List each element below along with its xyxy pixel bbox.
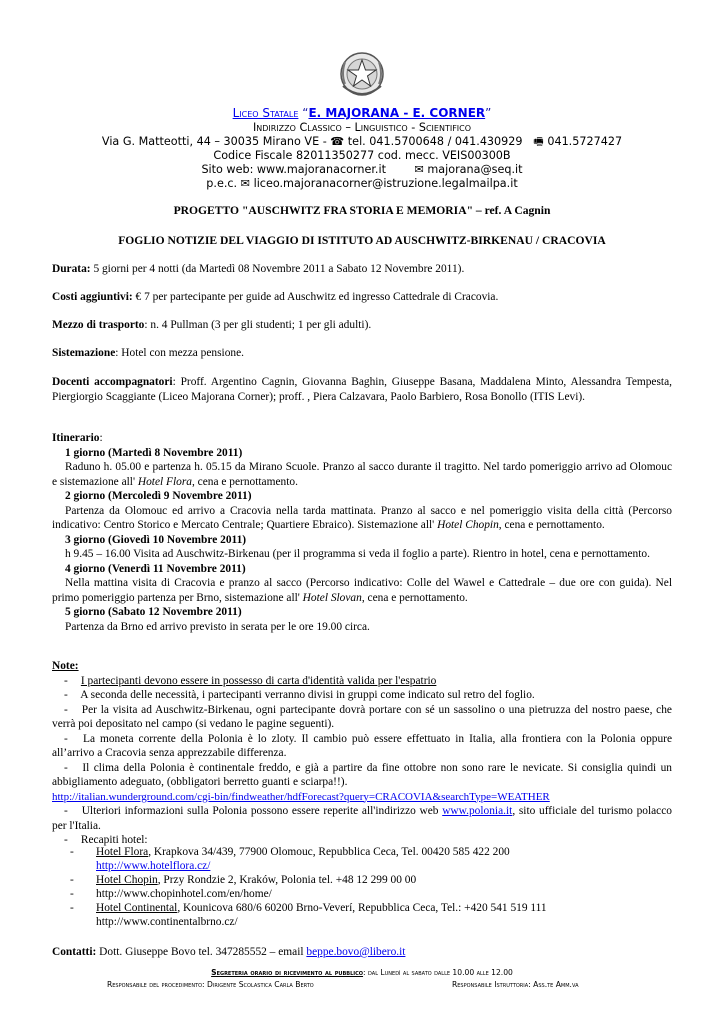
costi-label: Costi aggiuntivi: [52, 291, 133, 303]
hotel-entry: - Hotel Chopin, Przy Rondzie 2, Kraków, Polonia tel. +48 12 299 00 00 [70, 874, 417, 886]
costi-line [52, 290, 672, 305]
fax-icon: 🖷 [533, 135, 544, 148]
day-text: h 9.45 – 16.00 Visita ad Auschwitz-Birkenau (per il programma si veda il foglio a parte). Rientro in hotel, cena e pernottamento. [65, 548, 650, 560]
phone-icon: ☎ [330, 135, 345, 148]
project-title: PROGETTO "AUSCHWITZ FRA STORIA E MEMORIA" – ref. A Cagnin [173, 204, 551, 217]
pec-label: p.e.c. [206, 177, 238, 190]
note-item: - Il clima della Polonia è continentale freddo, e già a partire da fine ottobre non sono rare le nevicate. Si consiglia quindi un abbigliamento adeguato, (obbligatori berretto guanti e sciarpa!!). [52, 761, 672, 788]
school-name[interactable]: E. MAJORANA - E. CORNER [308, 106, 486, 120]
contatti-label: Contatti: [52, 946, 97, 958]
indirizzo: Indirizzo Classico – Linguistico - Scientifico [252, 121, 472, 134]
italian-republic-emblem [337, 48, 387, 102]
school-name-line [0, 106, 724, 120]
docenti-block [52, 375, 672, 404]
sheet-title: FOGLIO NOTIZIE DEL VIAGGIO DI ISTITUTO AD AUSCHWITZ-BIRKENAU / CRACOVIA [118, 234, 606, 247]
codice-fiscale: Codice Fiscale 82011350277 cod. mecc. VEIS00300B [213, 149, 511, 162]
durata-line [52, 262, 672, 277]
mezzo-label: Mezzo di trasporto [52, 319, 145, 331]
footer-istruttoria: Responsabile Istruttoria: Ass.te Amm.va [452, 980, 579, 989]
day-title: 5 giorno (Sabato 12 Novembre 2011) [65, 606, 242, 618]
web-line [0, 163, 724, 177]
recapiti-heading: - Recapiti hotel: [64, 834, 148, 846]
note-item: - Ulteriori informazioni sulla Polonia possono essere reperite all'indirizzo web www.polonia.it, sito ufficiale del turismo polacco per l'Italia. [52, 805, 672, 832]
hotel-url: http://www.continentalbrno.cz/ [96, 916, 238, 928]
pec: liceo.majoranacorner@istruzione.legalmailpa.it [253, 177, 518, 190]
address-line [0, 135, 724, 149]
contatti-line [52, 945, 672, 960]
day-title: 2 giorno (Mercoledì 9 Novembre 2011) [65, 490, 252, 502]
note-item: - Per la visita ad Auschwitz-Birkenau, ogni partecipante dovrà portare con sé un sassolino o una pietruzza del nostro paese, che verrà poi depositato nel campo (si vedano le pagine seguenti). [52, 703, 672, 730]
envelope-icon: ✉ [414, 163, 424, 176]
docenti-text: : Proff. Argentino Cagnin, Giovanna Baghin, Giuseppe Basana, Maddalena Minto, Alessandra Tempesta, Piergiorgio Scaggiante (Liceo Majorana Corner); proff. , Piera Calzavara, Paolo Barbiero, Rosa Bonollo (ITIS Levi). [52, 376, 672, 403]
school-name-close: ” [485, 106, 492, 120]
school-prefix[interactable]: Liceo Statale [232, 106, 299, 120]
itinerario-block [52, 431, 672, 634]
envelope-icon: ✉ [240, 177, 251, 190]
address: Via G. Matteotti, 44 – 30035 Mirano VE - [101, 135, 327, 148]
mezzo-text: : n. 4 Pullman (3 per gli studenti; 1 per gli adulti). [144, 319, 372, 331]
contatti-email[interactable]: beppe.bovo@libero.it [306, 946, 406, 958]
school-name-open: “ [302, 106, 309, 120]
day-text: Raduno h. 05.00 e partenza h. 05.15 da Mirano Scuole. Pranzo al sacco durante il tragitto. Nel tardo pomeriggio arrivo ad Olomouc e sistemazione all' Hotel Flora, cena e pernottamento. [52, 461, 672, 488]
footer-responsabile: Responsabile del procedimento: Dirigente Scolastica Carla Berto [107, 980, 314, 989]
costi-text: € 7 per partecipante per guide ad Auschwitz ed ingresso Cattedrale di Cracovia. [132, 291, 499, 303]
note-item: - I partecipanti devono essere in possesso di carta d'identità valida per l'espatrio [64, 674, 437, 687]
hotel-name: Hotel Flora [137, 475, 192, 488]
polonia-link[interactable]: www.polonia.it [442, 805, 513, 817]
sito: Sito web: www.majoranacorner.it [201, 163, 386, 176]
day-title: 1 giorno (Martedì 8 Novembre 2011) [65, 446, 243, 459]
note-item: - A seconda delle necessità, i partecipanti verranno divisi in gruppi come indicato sul retro del foglio. [64, 689, 535, 701]
itinerario-label: Itinerario [52, 432, 100, 444]
tel: tel. 041.5700648 / 041.430929 [347, 135, 523, 148]
sistemazione-label: Sistemazione [52, 347, 116, 359]
email: majorana@seq.it [427, 163, 523, 176]
hotel-entry: - Hotel Flora, Krapkova 34/439, 77900 Olomouc, Repubblica Ceca, Tel. 00420 585 422 200 http://www.hotelflora.cz/ [70, 846, 510, 872]
hotel-url: http://www.chopinhotel.com/en/home/ [96, 888, 272, 900]
day-title: 3 giorno (Giovedì 10 Novembre 2011) [65, 533, 247, 546]
day-text: Partenza da Olomouc ed arrivo a Cracovia nella tarda mattinata. Pranzo al sacco e nel pomeriggio visita della città (Percorso indicativo: Centro Storico e Mercato Centrale; Quartiere Ebraico). Sistemazione all' Hotel Chopin, cena e pernottamento. [52, 504, 672, 531]
contatti-text: Dott. Giuseppe Bovo tel. 347285552 – email [96, 946, 307, 958]
hotel-entry: - http://www.chopinhotel.com/en/home/ [70, 888, 272, 900]
footer-segreteria: Segreteria orario di ricevimento al pubblico: dal Lunedì al sabato dalle 10.00 alle 12.00 [211, 968, 513, 977]
pec-line [0, 177, 724, 191]
day-text: Nella mattina visita di Cracovia e pranzo al sacco (Percorso indicativo: Colle del Wawel e Cattedrale – due ore con guida). Nel primo pomeriggio partenza per Brno, sistemazione all' Hotel Slovan, cena e pernottamento. [52, 577, 672, 604]
hotel-url[interactable]: http://www.hotelflora.cz/ [96, 860, 211, 872]
itinerario-heading [52, 431, 672, 446]
fax: 041.5727427 [547, 135, 623, 148]
note-item: - La moneta corrente della Polonia è lo zloty. Il cambio può essere effettuato in Italia, alla frontiera con la Polonia oppure all’arrivo a Cracovia senza apprezzabile differenza. [52, 732, 673, 759]
docenti-label: Docenti accompagnatori [52, 376, 173, 388]
note-block [52, 659, 672, 848]
durata-label: Durata: [52, 263, 91, 275]
hotel-entry: - Hotel Continental, Kounicova 680/6 60200 Brno-Veverí, Repubblica Ceca, Tel.: +420 541 519 111 http://www.continentalbrno.cz/ [70, 902, 547, 928]
sistemazione-text: : Hotel con mezza pensione. [115, 347, 245, 359]
sistemazione-line [52, 346, 672, 361]
itinerario-colon: : [99, 432, 103, 444]
durata-text: 5 giorni per 4 notti (da Martedì 08 Novembre 2011 a Sabato 12 Novembre 2011). [90, 263, 465, 275]
day-title: 4 giorno (Venerdì 11 Novembre 2011) [65, 562, 246, 575]
mezzo-line [52, 318, 672, 333]
hotel-name: Hotel Slovan [302, 591, 362, 604]
day-text: Partenza da Brno ed arrivo previsto in serata per le ore 19.00 circa. [65, 620, 370, 633]
note-label: Note: [52, 660, 79, 672]
hotel-name: Hotel Chopin [437, 519, 499, 531]
weather-link[interactable]: http://italian.wunderground.com/cgi-bin/findweather/hdfForecast?query=CRACOVIA&searchType=WEATHER [52, 790, 550, 803]
